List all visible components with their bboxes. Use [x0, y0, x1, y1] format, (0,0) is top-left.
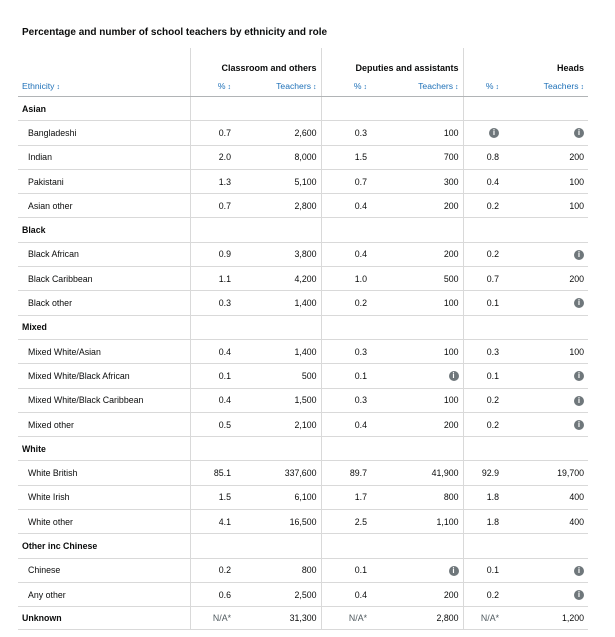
sort-arrows-icon: ↕ [580, 83, 585, 91]
data-cell: 2,600 [235, 121, 321, 145]
sort-heads-teachers-header[interactable] [503, 75, 588, 97]
data-cell: 300 [371, 169, 463, 193]
data-cell: 0.3 [463, 339, 503, 363]
data-cell: 0.2 [463, 582, 503, 606]
data-cell: 0.2 [463, 412, 503, 436]
table-row [18, 364, 588, 388]
ethnicity-table [18, 48, 588, 630]
data-cell: 0.2 [463, 242, 503, 266]
table-row [18, 558, 588, 582]
sort-arrows-icon: ↕ [227, 83, 231, 91]
data-cell: 0.1 [463, 558, 503, 582]
data-cell: 1.0 [321, 267, 371, 291]
info-circle-icon[interactable]: i [449, 371, 459, 381]
info-circle-icon[interactable]: i [574, 371, 584, 381]
empty-cell [371, 218, 463, 242]
row-label: White Irish [18, 485, 190, 509]
sort-classroom-pct-header[interactable] [190, 75, 235, 97]
data-cell: 100 [503, 339, 588, 363]
empty-cell [235, 97, 321, 121]
info-circle-icon[interactable]: i [449, 566, 459, 576]
data-cell: 0.3 [321, 388, 371, 412]
group-label: Other inc Chinese [18, 534, 190, 558]
data-cell: 85.1 [190, 461, 235, 485]
table-row [18, 510, 588, 534]
data-cell: 0.2 [463, 194, 503, 218]
table-row [18, 582, 588, 606]
data-cell: 100 [503, 194, 588, 218]
data-cell: 1.5 [321, 145, 371, 169]
group-header-row [18, 534, 588, 558]
data-cell: 92.9 [463, 461, 503, 485]
info-circle-icon[interactable]: i [489, 128, 499, 138]
data-cell: 41,900 [371, 461, 463, 485]
suppressed-value-cell [463, 121, 503, 145]
sort-deputies-teachers-header[interactable] [371, 75, 463, 97]
sort-arrows-icon: ↕ [363, 83, 367, 91]
data-cell: N/A* [190, 607, 235, 630]
empty-cell [463, 437, 503, 461]
data-cell: 100 [371, 388, 463, 412]
empty-cell [235, 437, 321, 461]
table-row [18, 339, 588, 363]
group-header-heads: Heads [463, 48, 588, 75]
data-cell: 0.4 [463, 169, 503, 193]
blank-header-cell [18, 48, 190, 75]
suppressed-value-cell [503, 582, 588, 606]
data-cell: 0.4 [190, 388, 235, 412]
data-cell: 400 [503, 510, 588, 534]
data-cell: 1,400 [235, 291, 321, 315]
data-cell: 1,100 [371, 510, 463, 534]
empty-cell [190, 437, 235, 461]
column-header-label: % [217, 80, 226, 91]
data-cell: 89.7 [321, 461, 371, 485]
data-cell: 2.0 [190, 145, 235, 169]
data-cell: 200 [371, 242, 463, 266]
data-cell: 0.7 [463, 267, 503, 291]
row-label: Asian other [18, 194, 190, 218]
table-caption: Percentage and number of school teachers by ethnicity and role [22, 27, 328, 38]
data-cell: 100 [503, 169, 588, 193]
suppressed-value-cell [503, 388, 588, 412]
row-label: Mixed other [18, 412, 190, 436]
group-header-row [18, 437, 588, 461]
column-header-label: Teachers [276, 80, 311, 91]
info-circle-icon[interactable]: i [574, 566, 584, 576]
column-header-label: Ethnicity [22, 80, 55, 91]
empty-cell [190, 97, 235, 121]
empty-cell [503, 534, 588, 558]
row-label: Black African [18, 242, 190, 266]
sort-arrows-icon: ↕ [313, 83, 317, 91]
row-label: Bangladeshi [18, 121, 190, 145]
suppressed-value-cell [371, 558, 463, 582]
sort-ethnicity-header[interactable] [18, 75, 190, 97]
data-cell: 0.4 [321, 242, 371, 266]
data-cell: 1.1 [190, 267, 235, 291]
empty-cell [463, 315, 503, 339]
empty-cell [463, 218, 503, 242]
unknown-row [18, 607, 588, 630]
data-cell: 0.4 [321, 582, 371, 606]
data-cell: 200 [371, 582, 463, 606]
row-label: Unknown [18, 607, 190, 630]
empty-cell [503, 437, 588, 461]
column-header-row [18, 75, 588, 97]
data-cell: 4.1 [190, 510, 235, 534]
data-cell: 0.7 [321, 169, 371, 193]
group-label: Mixed [18, 315, 190, 339]
data-cell: 337,600 [235, 461, 321, 485]
data-cell: 0.2 [463, 388, 503, 412]
data-cell: 0.1 [463, 364, 503, 388]
data-cell: 0.2 [321, 291, 371, 315]
data-cell: 1,400 [235, 339, 321, 363]
empty-cell [190, 315, 235, 339]
group-header-deputies: Deputies and assistants [321, 48, 463, 75]
data-cell: 0.4 [190, 339, 235, 363]
data-cell: 100 [371, 121, 463, 145]
data-cell: 400 [503, 485, 588, 509]
sort-arrows-icon: ↕ [56, 83, 60, 91]
table-row [18, 194, 588, 218]
data-cell: 31,300 [235, 607, 321, 630]
sort-arrows-icon: ↕ [495, 83, 500, 91]
table-row [18, 169, 588, 193]
column-header-label: % [485, 80, 494, 91]
data-cell: 2,500 [235, 582, 321, 606]
data-cell: 500 [235, 364, 321, 388]
group-label: Black [18, 218, 190, 242]
data-cell: 1.3 [190, 169, 235, 193]
suppressed-value-cell [503, 242, 588, 266]
data-cell: 100 [371, 339, 463, 363]
row-label: Indian [18, 145, 190, 169]
empty-cell [371, 97, 463, 121]
data-cell: 0.1 [321, 364, 371, 388]
table-row [18, 242, 588, 266]
empty-cell [463, 534, 503, 558]
data-cell: 800 [235, 558, 321, 582]
data-cell: 8,000 [235, 145, 321, 169]
info-circle-icon[interactable]: i [574, 396, 584, 406]
row-label: Mixed White/Asian [18, 339, 190, 363]
empty-cell [190, 218, 235, 242]
empty-cell [503, 315, 588, 339]
empty-cell [503, 97, 588, 121]
group-label: Asian [18, 97, 190, 121]
data-cell: 0.1 [190, 364, 235, 388]
data-cell: 16,500 [235, 510, 321, 534]
data-cell: 1.7 [321, 485, 371, 509]
row-label: Black Caribbean [18, 267, 190, 291]
empty-cell [371, 437, 463, 461]
data-cell: 500 [371, 267, 463, 291]
data-cell: 2.5 [321, 510, 371, 534]
empty-cell [503, 218, 588, 242]
group-header-classroom: Classroom and others [190, 48, 321, 75]
data-cell: 0.2 [190, 558, 235, 582]
data-cell: 0.8 [463, 145, 503, 169]
data-cell: 4,200 [235, 267, 321, 291]
table-row [18, 121, 588, 145]
data-cell: 2,100 [235, 412, 321, 436]
row-label: Any other [18, 582, 190, 606]
row-label: Mixed White/Black Caribbean [18, 388, 190, 412]
group-label: White [18, 437, 190, 461]
table-row [18, 461, 588, 485]
table-body [18, 97, 588, 630]
data-cell: 1.5 [190, 485, 235, 509]
data-cell: 800 [371, 485, 463, 509]
empty-cell [321, 97, 371, 121]
empty-cell [190, 534, 235, 558]
data-cell: 19,700 [503, 461, 588, 485]
suppressed-value-cell [503, 291, 588, 315]
data-cell: 0.4 [321, 194, 371, 218]
info-circle-icon[interactable]: i [574, 298, 584, 308]
suppressed-value-cell [371, 364, 463, 388]
row-label: Mixed White/Black African [18, 364, 190, 388]
table-row [18, 145, 588, 169]
column-group-header-row [18, 48, 588, 75]
suppressed-value-cell [503, 558, 588, 582]
empty-cell [235, 534, 321, 558]
data-cell: 100 [371, 291, 463, 315]
data-cell: 1.8 [463, 510, 503, 534]
data-cell: 0.3 [321, 121, 371, 145]
empty-cell [235, 315, 321, 339]
data-cell: 200 [371, 194, 463, 218]
table-row [18, 485, 588, 509]
data-cell: 0.9 [190, 242, 235, 266]
empty-cell [321, 534, 371, 558]
column-header-label: Teachers [543, 80, 579, 91]
data-cell: 0.3 [321, 339, 371, 363]
table-row [18, 267, 588, 291]
data-cell: N/A* [463, 607, 503, 630]
data-cell: 3,800 [235, 242, 321, 266]
info-circle-icon[interactable]: i [574, 128, 584, 138]
row-label: Black other [18, 291, 190, 315]
data-cell: 1.8 [463, 485, 503, 509]
data-cell: 200 [503, 145, 588, 169]
table-container [18, 0, 588, 630]
table-row [18, 412, 588, 436]
info-circle-icon[interactable]: i [574, 250, 584, 260]
data-cell: 200 [371, 412, 463, 436]
row-label: Pakistani [18, 169, 190, 193]
data-cell: 0.7 [190, 121, 235, 145]
suppressed-value-cell [503, 412, 588, 436]
empty-cell [371, 534, 463, 558]
empty-cell [371, 315, 463, 339]
empty-cell [321, 437, 371, 461]
suppressed-value-cell [503, 121, 588, 145]
data-cell: 2,800 [371, 607, 463, 630]
data-cell: 6,100 [235, 485, 321, 509]
table-row [18, 388, 588, 412]
row-label: White other [18, 510, 190, 534]
data-cell: 0.1 [463, 291, 503, 315]
data-cell: 5,100 [235, 169, 321, 193]
column-header-label: Teachers [418, 80, 454, 91]
data-cell: 0.5 [190, 412, 235, 436]
empty-cell [321, 218, 371, 242]
data-cell: 0.6 [190, 582, 235, 606]
row-label: Chinese [18, 558, 190, 582]
sort-heads-pct-header[interactable] [463, 75, 503, 97]
data-cell: 0.1 [321, 558, 371, 582]
group-header-row [18, 97, 588, 121]
group-header-row [18, 315, 588, 339]
data-cell: 0.4 [321, 412, 371, 436]
empty-cell [321, 315, 371, 339]
data-cell: 700 [371, 145, 463, 169]
suppressed-value-cell [503, 364, 588, 388]
sort-deputies-pct-header[interactable] [321, 75, 371, 97]
group-header-row [18, 218, 588, 242]
info-circle-icon[interactable]: i [574, 590, 584, 600]
empty-cell [463, 97, 503, 121]
table-row [18, 291, 588, 315]
sort-arrows-icon: ↕ [455, 83, 459, 91]
row-label: White British [18, 461, 190, 485]
data-cell: 2,800 [235, 194, 321, 218]
info-circle-icon[interactable]: i [574, 420, 584, 430]
empty-cell [235, 218, 321, 242]
data-cell: N/A* [321, 607, 371, 630]
sort-classroom-teachers-header[interactable] [235, 75, 321, 97]
data-cell: 0.7 [190, 194, 235, 218]
data-cell: 1,500 [235, 388, 321, 412]
data-cell: 0.3 [190, 291, 235, 315]
data-cell: 1,200 [503, 607, 588, 630]
column-header-label: % [353, 80, 362, 91]
data-cell: 200 [503, 267, 588, 291]
